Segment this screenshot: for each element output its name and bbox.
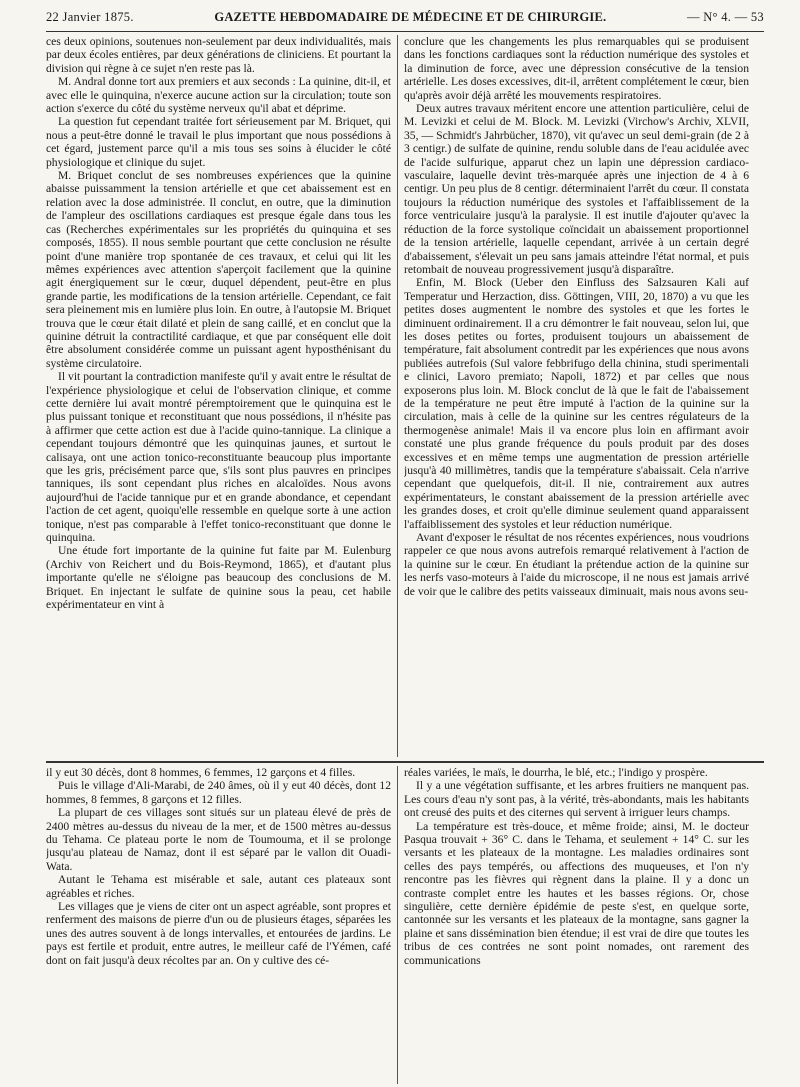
paragraph: Autant le Tehama est misérable et sale, autant ces plateaux sont agréables et riches. [46,873,391,900]
column-right [404,766,749,1084]
paragraph: conclure que les changements les plus remarquables qui se produisent dans les fonctions cardiaques sont la réduction numérique des systoles et la diminution de force, avec une dépression consécutive de la tension artérielle. Les doses excessives, dit-il, arrêtent complétement le cœur, bien qu'après avoir déjà arrêté les mouvements respiratoires. [404,35,749,102]
column-left [46,766,391,1084]
column-right [404,35,749,757]
article-plague [46,766,764,1084]
paragraph: M. Briquet conclut de ses nombreuses expériences que la quinine abaisse puissamment la tension artérielle et que cet abaissement est en relation avec la dose administrée. Il conclut, en outre, que la diminution de l'ampleur des oscillations cardiaques est presque égale dans tous les cas (Recherches expérimentales sur les propriétés du quinquina et ses composés, 1855). Il nous semble pourtant que cette conclusion ne résulte point d'une manière trop spontanée de ces travaux, et celui qui lit les mêmes expériences avec attention s'aperçoit facilement que la quinine agit énergiquement sur le cœur, duquel dépendent, peut-être en plus grande partie, les modifications de la tension artérielle. Cependant, ce fait sera pleinement mis en lumière plus loin. En outre, à l'autopsie M. Briquet trouva que le cœur était dilaté et plein de sang caillé, et en conclut que la quinine détruit la contractilité cardiaque, et que par conséquent elle doit être absolument considérée comme un puissant agent hyposthénisant du système circulatoire. [46,169,391,370]
paragraph: Il vit pourtant la contradiction manifeste qu'il y avait entre le résultat de l'expérience physiologique et celui de l'observation clinique, et comme cette dernière lui avait montré péremptoirement que le quinquina est le plus puissant tonique et reconstituant que nous possédions, il n'hésite pas à affirmer que cette action est due à l'acide quino-tannique. La clinique a cependant toujours démontré que les quinquinas jaunes, et surtout le calisaya, ont une action tonico-reconstituante beaucoup plus importante que les gris, précisément parce que, s'ils sont plus pauvres en principes tanniques, ils sont cependant plus riches en alcaloïdes. Nous avons aujourd'hui de l'acide tannique pur et en grande abondance, et cependant l'action de cet agent, quoiqu'elle ressemble en quelque sorte à une action tonique, n'est pas comparable à l'effet tonico-reconstituant que donne le quinquina. [46,370,391,545]
paragraph: réales variées, le maïs, le dourrha, le blé, etc.; l'indigo y prospère. [404,766,708,779]
paragraph: ces deux opinions, soutenues non-seulement par deux individualités, mais par deux écoles entières, par deux générations de cliniciens. Et pourtant la division qui règne à ce sujet n'en reste pas là. [46,35,391,75]
paragraph: il y eut 30 décès, dont 8 hommes, 6 femmes, 12 garçons et 4 filles. [46,766,356,779]
header-rule [46,31,764,32]
paragraph: La température est très-douce, et même froide; ainsi, M. le docteur Pasqua trouvait + 36° C. dans le Tehama, et seulement + 14° C. sur les versants et les plateaux de la montagne. Les maladies ordinaires sont celles des pays tempérés, ou affections des muqueuses, et l'on n'y rencontre pas les fièvres qui règnent dans la plaine. Il y a donc un contraste complet entre les hautes et les basses régions. Or, chose singulière, cette dernière épidémie de peste s'est, en quelque sorte, cantonnée sur les versants et les plateaux de la montagne, sans gagner la plaine et sans dissémination bien étendue; il est vrai de dire que toutes les tribus de ces contrées ne sont point nomades, ont rarement des communications [404,819,749,967]
paragraph: La question fut cependant traitée fort sérieusement par M. Briquet, qui nous a peut-être donné le travail le plus important que nous possédions à cet égard, justement parce qu'il a mis tous ses soins à élucider le côté physiologique et clinique du sujet. [46,115,391,169]
article-quinine [46,35,764,757]
paragraph: Deux autres travaux méritent encore une attention particulière, celui de M. Levizki et celui de M. Block. M. Levizki (Virchow's Archiv, XLVII, 35, — Schmidt's Jahrbücher, 1870), vit qu'avec un seul demi-grain (de 2 à 3 centigr.) de sulfate de quinine, rendu soluble dans de l'eau acidulée avec de l'acide sulfurique, apparut chez un lapin une dépression cardiaco-vasculaire, laquelle devint très-marquée après une injection de 4 à 6 centigr. Un peu plus de 8 centigr. déterminaient l'arrêt du cœur. Il constata toujours la réduction numérique des systoles et l'affaiblissement de la force ventriculaire jusqu'à la paralysie. Il est inutile d'ajouter qu'avec la réduction de la force systolique coïncidait un abaissement proportionnel de la tension artérielle, laquelle cependant, arrivée à un certain degré d'abaissement, s'élevait un peu sans jamais atteindre l'état normal, et puis retombait de nouveau progressivement jusqu'à disparaître. [404,102,749,276]
page-header [46,4,764,30]
paragraph: Une étude fort importante de la quinine fut faite par M. Eulenburg (Archiv von Reichert und du Bois-Reymond, 1865), et d'autant plus importante qu'elle ne s'éloigne pas beaucoup des conclusions de M. Briquet. En injectant le sulfate de quinine sous la peau, cet habile expérimentateur en vint à [46,544,391,612]
section-rule [46,761,764,763]
column-left [46,35,391,757]
column-divider [391,35,404,757]
header-issue-page: — N° 4. — 53 [686,9,764,24]
paragraph: Il y a une végétation suffisante, et les arbres fruitiers ne manquent pas. Les cours d'eau n'y sont pas, à la vérité, très-abondants, mais les habitants ont creusé des puits et des citernes qui servent à irriguer leurs champs. [404,779,749,820]
paragraph: Puis le village d'Ali-Marabi, de 240 âmes, où il y eut 40 décès, dont 12 hommes, 8 femmes, 8 garçons et 12 filles. [46,779,391,806]
paragraph: Avant d'exposer le résultat de nos récentes expériences, nous voudrions rappeler ce que nous avons autrefois remarqué relativement à l'action de la quinine sur le cœur. En étudiant la prétendue action de la quinine sur les nerfs vaso-moteurs à l'aide du microscope, il ne nous est jamais arrivé de voir que le calibre des petits vaisseaux diminuait, mais nous avons seu- [404,531,749,598]
paragraph: M. Andral donne tort aux premiers et aux seconds : La quinine, dit-il, et avec elle le quinquina, n'exerce aucune action sur la circulation; toute son action s'exerce du côté du système nerveux qu'il abat et déprime. [46,75,391,116]
header-date: 22 Janvier 1875. [46,9,134,24]
header-journal-title: GAZETTE HEBDOMADAIRE DE MÉDECINE ET DE CHIRURGIE. [214,9,607,24]
paragraph: Les villages que je viens de citer ont un aspect agréable, sont propres et renferment des maisons de pierre d'un ou de plusieurs étages, séparées les unes des autres souvent à de longs intervalles, et entourées de jardins. Le pays est fertile et produit, entre autres, le meilleur café de l'Yémen, café dont on fait jusqu'à deux récoltes par an. On y cultive des cé- [46,900,391,967]
column-divider [391,766,404,1084]
paragraph: La plupart de ces villages sont situés sur un plateau élevé de près de 2400 mètres au-dessus du niveau de la mer, et de 1500 mètres au-dessus du Tehama. Ce plateau porte le nom de Toumouma, et il se prolonge jusqu'au plateau de Namaz, dont il est séparé par le vallon dit Ouadi-Wata. [46,806,391,873]
paragraph: Enfin, M. Block (Ueber den Einfluss des Salzsauren Kali auf Temperatur und Herzaction, diss. Göttingen, VIII, 20, 1870) a vu que les petites doses augmentent le nombre des systoles et que les fortes le diminuent ordinairement. Il a cru démontrer le fait nouveau, selon lui, que les doses petites ou fortes, produisent toujours un abaissement de température, fait absolument contredit par les expériences que nous avons publiées autrefois (Sul valore febbrifugo della chinina, studi sperimentali e clinici, Lavoro premiato; Napoli, 1872) et par celles que nous exposerons plus loin. M. Block conclut de là que le fait de l'abaissement de la température ne peut être imputé à l'action de la quinine sur la circulation, mais à celle de la quinine sur les centres régulateurs de la thermogenèse animale! Mais il va encore plus loin en affirmant avoir constaté une plus grande fréquence du pouls produit par des doses excessives et en même temps une augmentation de pression artérielle jusqu'à 40 millimètres, tandis que la température s'abaissait. Cela n'arrive cependant que quelquefois, dit-il. Il nie, contrairement aux autres expérimentateurs, le constant abaissement de la pression artérielle avec les grandes doses, et croit qu'elle diminue seulement quand apparaissent l'affaiblissement des systoles et leur réduction numérique. [404,276,749,531]
